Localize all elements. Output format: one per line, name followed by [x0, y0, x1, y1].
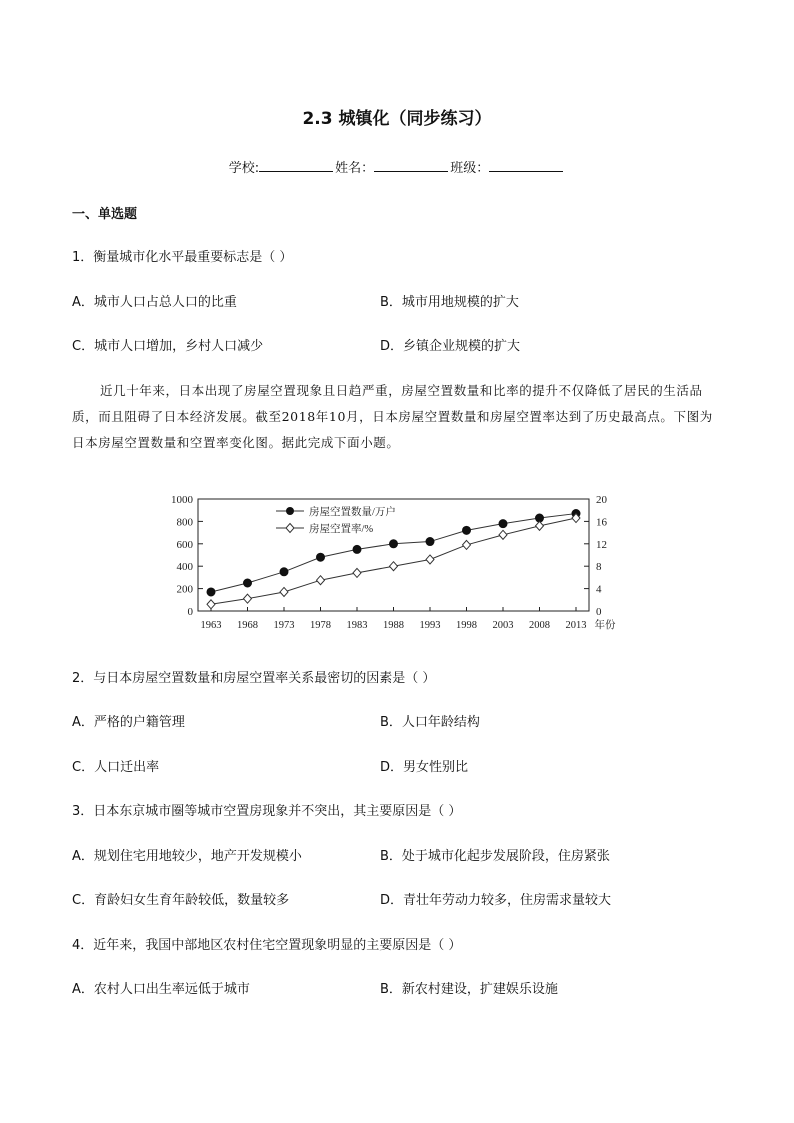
question-2-option-c[interactable]: C．人口迁出率	[72, 760, 160, 775]
x-axis-tick-label: 2013	[565, 620, 587, 631]
legend-label-1: 房屋空置数量/万户	[309, 507, 396, 518]
x-axis-tick-label: 1983	[346, 620, 368, 631]
series-line-2	[211, 518, 576, 604]
series-line-1	[211, 514, 576, 592]
left-axis-tick-label: 1000	[171, 494, 193, 506]
school-blank[interactable]	[259, 157, 333, 172]
series-2-point	[536, 521, 544, 530]
name-blank[interactable]	[374, 157, 448, 172]
x-axis-label: 年份	[594, 620, 616, 631]
x-axis-tick-label: 1988	[383, 620, 404, 631]
series-1-point	[390, 540, 398, 548]
series-2-point	[353, 568, 361, 577]
series-2-point	[317, 576, 325, 585]
question-3-option-b[interactable]: B．处于城市化起步发展阶段，住房紧张	[380, 849, 610, 864]
right-axis-tick-label: 16	[596, 516, 607, 529]
series-2-point	[572, 514, 580, 523]
x-axis-tick-label: 1963	[200, 620, 222, 631]
series-1-point	[280, 568, 288, 576]
x-axis-tick-label: 1968	[237, 620, 258, 631]
question-1-option-d[interactable]: D．乡镇企业规模的扩大	[380, 339, 521, 354]
right-axis-tick-label: 4	[596, 583, 602, 596]
legend-label-2: 房屋空置率/%	[309, 524, 374, 535]
series-1-point	[572, 510, 580, 518]
question-2-option-b[interactable]: B．人口年龄结构	[380, 715, 480, 730]
reading-passage: 近几十年来，日本出现了房屋空置现象且日趋严重，房屋空置数量和比率的提升不仅降低了居民的生活品质，而且阻碍了日本经济发展。截至2018年10月，日本房屋空置数量和房屋空置率达到了历史最高点。下图为日本房屋空置数量和空置率变化图。据此完成下面小题。	[72, 383, 713, 450]
question-1-option-c[interactable]: C．城市人口增加，乡村人口减少	[72, 339, 264, 354]
section-title: 一、单选题	[72, 207, 138, 222]
series-1-point	[499, 520, 507, 528]
right-axis-tick-label: 12	[596, 538, 607, 551]
series-2-point	[207, 600, 215, 609]
series-1-point	[426, 538, 434, 546]
x-axis-tick-label: 2008	[529, 620, 550, 631]
right-axis-tick-label: 0	[596, 606, 602, 618]
page-title: 2.3 城镇化（同步练习）	[302, 109, 492, 129]
series-1-point	[463, 526, 471, 534]
legend-marker-2	[286, 524, 294, 533]
series-1-point	[244, 579, 252, 587]
name-label: 姓名：	[335, 161, 375, 176]
question-3-stem: 3．日本东京城市圈等城市空置房现象并不突出，其主要原因是（ ）	[72, 804, 462, 819]
school-label: 学校:	[228, 161, 260, 176]
series-2-point	[390, 562, 398, 571]
left-axis-tick-label: 200	[176, 583, 193, 596]
question-1-option-a[interactable]: A．城市人口占总人口的比重	[72, 295, 237, 310]
series-1-point	[536, 514, 544, 522]
question-3-option-c[interactable]: C．育龄妇女生育年龄较低，数量较多	[72, 893, 290, 908]
class-blank[interactable]	[489, 157, 563, 172]
question-4-option-a[interactable]: A．农村人口出生率远低于城市	[72, 982, 250, 997]
question-2-option-a[interactable]: A．严格的户籍管理	[72, 715, 185, 730]
right-axis-tick-label: 20	[596, 494, 607, 506]
question-2-stem: 2．与日本房屋空置数量和房屋空置率关系最密切的因素是（ ）	[72, 671, 436, 686]
x-axis-tick-label: 1973	[273, 620, 295, 631]
series-2-point	[244, 594, 252, 603]
series-1-point	[207, 588, 215, 596]
left-axis-tick-label: 800	[176, 516, 193, 529]
question-2-option-d[interactable]: D．男女性别比	[380, 760, 469, 775]
class-label: 班级：	[450, 161, 490, 176]
series-2-point	[280, 587, 288, 596]
series-1-point	[317, 553, 325, 561]
series-2-point	[426, 555, 434, 564]
left-axis-tick-label: 600	[176, 538, 193, 551]
question-3-option-a[interactable]: A．规划住宅用地较少，地产开发规模小	[72, 849, 302, 864]
series-2-point	[463, 540, 471, 549]
series-2-point	[499, 530, 507, 539]
x-axis-tick-label: 1998	[456, 620, 477, 631]
question-1-stem: 1．衡量城市化水平最重要标志是（ ）	[72, 250, 293, 265]
question-4-stem: 4．近年来，我国中部地区农村住宅空置现象明显的主要原因是（ ）	[72, 938, 462, 953]
x-axis-tick-label: 1978	[310, 620, 331, 631]
right-axis-tick-label: 8	[596, 561, 602, 574]
question-4-option-b[interactable]: B．新农村建设，扩建娱乐设施	[380, 982, 558, 997]
x-axis-tick-label: 2003	[492, 620, 514, 631]
legend-marker-1	[286, 507, 294, 515]
x-axis-tick-label: 1993	[419, 620, 441, 631]
question-3-option-d[interactable]: D．青壮年劳动力较多，住房需求量较大	[380, 893, 612, 908]
left-axis-tick-label: 0	[187, 606, 193, 618]
student-info	[0, 157, 794, 176]
left-axis-tick-label: 400	[176, 561, 193, 574]
question-1-option-b[interactable]: B．城市用地规模的扩大	[380, 295, 519, 310]
series-1-point	[353, 545, 361, 553]
chart-frame	[198, 499, 589, 611]
